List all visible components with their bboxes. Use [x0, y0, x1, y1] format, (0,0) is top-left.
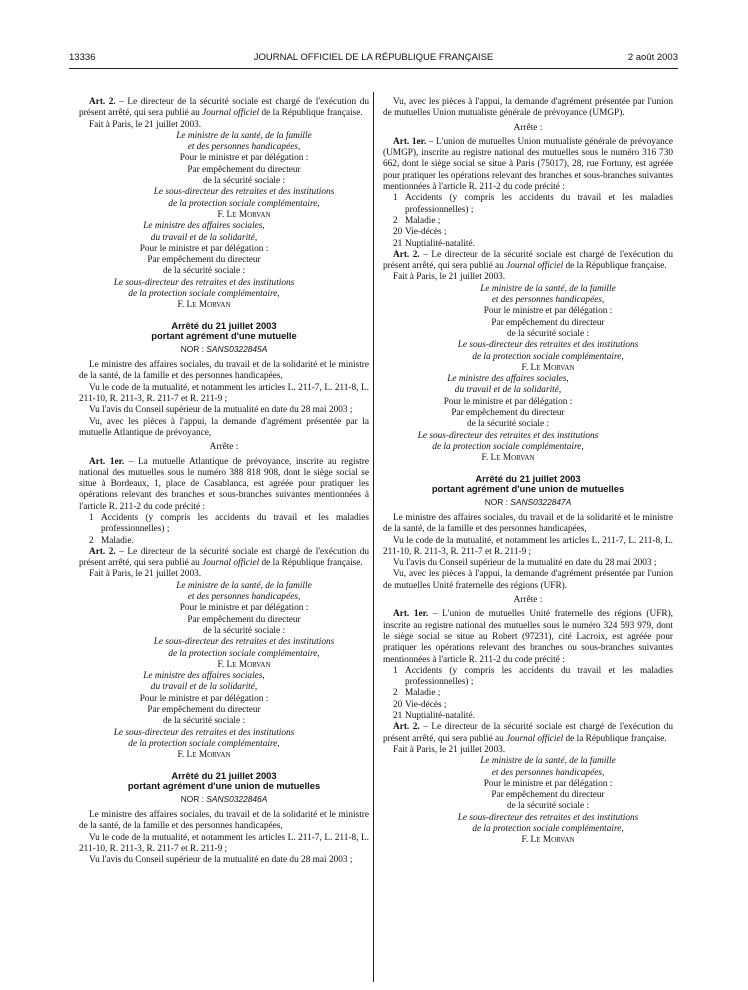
preamble: Le ministre des affaires sociales, du travail et de la solidarité et le ministre de la santé, de la famille et des personnes handicapées, [79, 360, 369, 382]
visa: Vu l'avis du Conseil supérieur de la mutualité en date du 28 mai 2003 ; [89, 405, 353, 416]
column-divider [373, 92, 374, 982]
arrete-label: Arrête : [209, 442, 239, 453]
list-item: 1 Accidents (y compris les accidents du travail et les maladies professionnelles) ; [393, 665, 673, 688]
signature-block: Le ministre de la santé, de la famille et des personnes handicapées, Pour le ministre et par délégation : Par empêchement du directeur de la sécurité sociale : Le sous-directeur des retraites et des institutions de la protection sociale complémentaire, F. Le Morvan [457, 283, 639, 373]
article-1: Art. 1er. – L'union de mutuelles Union mutualiste générale de prévoyance (UMGP), inscrite au registre national des mutuelles sous le numéro 316 730 662, dont le siège social se situe à Paris (75017), 28, rue Fortuny, est agréée pour pratiquer les opérations relevant des branches et sous-branches suivantes mentionnées à l'article R. 211-2 du code précité : [383, 136, 674, 193]
signature-block: Le ministre de la santé, de la famille et des personnes handicapées, Pour le ministre et par délégation : Par empêchement du directeur de la sécurité sociale : Le sous-directeur des retraites et des institutions de la protection sociale complémentaire, F. Le Morvan [153, 130, 335, 220]
article-1: Art. 1er. – L'union de mutuelles Unité fraternelle des régions (UFR), inscrite au registre national des mutuelles sous le numéro 324 593 979, dont le siège social se situe au Robert (97231), cité Lacroix, est agréée pour pratiquer les opérations relevant des branches ou sous-branches suivantes mentionnées à l'article R. 211-2 du code précité : [383, 609, 673, 665]
list-item: 2 Maladie ; [393, 688, 441, 699]
branch-list [383, 193, 673, 249]
list-item: 21 Nuptialité-natalité. [393, 238, 475, 249]
article-2: Art. 2. – Le directeur de la sécurité sociale est chargé de l'exécution du présent arrêté, qui sera publié au Journal officiel de la République française. [79, 546, 369, 569]
header-rule [69, 68, 678, 69]
visa: Vu le code de la mutualité, et notamment les articles L. 211-7, L. 211-8, L. 211-10, R. 211-3, R. 211-7 et R. 211-9 ; [79, 832, 369, 854]
list-item: 20 Vie-décès ; [393, 699, 447, 710]
branch-list [383, 666, 673, 722]
signature-block: Le ministre des affaires sociales, du travail et de la solidarité, Pour le ministre et par délégation : Par empêchement du directeur de la sécurité sociale : Le sous-directeur des retraites et des institutions de la protection sociale complémentaire, F. Le Morvan [113, 221, 295, 311]
preamble: Le ministre des affaires sociales, du travail et de la solidarité et le ministre de la santé, de la famille et des personnes handicapées, [383, 512, 673, 535]
visa: Vu l'avis du Conseil supérieur de la mutualité en date du 28 mai 2003 ; [393, 558, 657, 569]
signature-block: Le ministre des affaires sociales, du travail et de la solidarité, Pour le ministre et par délégation : Par empêchement du directeur de la sécurité sociale : Le sous-directeur des retraites et des institutions de la protection sociale complémentaire, F. Le Morvan [417, 374, 599, 464]
list-item: 21 Nuptialité-natalité. [393, 711, 475, 722]
arrete-label: Arrête : [513, 122, 543, 133]
visa: Vu, avec les pièces à l'appui, la demande d'agrément présentée par l'union de mutuelles Unité fraternelle des régions (UFR). [383, 569, 673, 591]
right-column [383, 97, 673, 847]
list-item: 1 Accidents (y compris les accidents du travail et les maladies professionnelles) ; [393, 193, 673, 215]
left-column [79, 97, 369, 866]
visa: Vu le code de la mutualité, et notamment les articles L. 211-7, L. 211-8, L. 211-10, R. 211-3, R. 211-7 et R. 211-9 ; [79, 382, 369, 405]
article-1: Art. 1er. – La mutuelle Atlantique de prévoyance, inscrite au registre national des mutuelles sous le numéro 388 818 908, dont le siège social se situe à Bordeaux, 1, place de Casablanca, est agréée pour pratiquer les opérations relevant des branches et sous-branches suivantes mentionnées à l'article R. 211-2 du code précité : [79, 456, 369, 512]
done-at: Fait à Paris, le 21 juillet 2003. [393, 744, 506, 755]
list-item: 2 Maladie. [89, 535, 134, 546]
issue-date: 2 août 2003 [627, 52, 678, 63]
visa: Vu, avec les pièces à l'appui, la demande d'agrément présentée par l'union de mutuelles Union mutualiste générale de prévoyance (UMGP). [383, 97, 673, 119]
done-at: Fait à Paris, le 21 juillet 2003. [393, 272, 506, 283]
article-2: Art. 2. – Le directeur de la sécurité sociale est chargé de l'exécution du présent arrêté, qui sera publié au Journal officiel de la République française. [79, 97, 369, 119]
journal-title: JOURNAL OFFICIEL DE LA RÉPUBLIQUE FRANÇAISE [253, 52, 494, 63]
list-item: 1 Accidents (y compris les accidents du travail et les maladies professionnelles) ; [89, 512, 369, 535]
list-item: 2 Maladie ; [393, 215, 441, 226]
page-header [69, 52, 678, 66]
signature-block: Le ministre des affaires sociales, du travail et de la solidarité, Pour le ministre et par délégation : Par empêchement du directeur de la sécurité sociale : Le sous-directeur des retraites et des institutions de la protection sociale complémentaire, F. Le Morvan [113, 671, 295, 761]
visa: Vu, avec les pièces à l'appui, la demande d'agrément présentée par la mutuelle Atlantique de prévoyance, [79, 416, 369, 438]
article-2: Art. 2. – Le directeur de la sécurité sociale est chargé de l'exécution du présent arrêté, qui sera publié au Journal officiel de la République française. [383, 722, 673, 744]
arrete-label: Arrête : [513, 595, 543, 606]
decree-title: Arrêté du 21 juillet 2003 portant agrément d'une union de mutuelles [127, 769, 321, 792]
done-at: Fait à Paris, le 21 juillet 2003. [89, 119, 202, 130]
decree-title: Arrêté du 21 juillet 2003 portant agrément d'une union de mutuelles [431, 472, 625, 495]
signature-block: Le ministre de la santé, de la famille et des personnes handicapées, Pour le ministre et par délégation : Par empêchement du directeur de la sécurité sociale : Le sous-directeur des retraites et des institutions de la protection sociale complémentaire, F. Le Morvan [457, 756, 639, 846]
nor-reference: NOR : SANS0322845A [180, 343, 268, 354]
list-item: 20 Vie-décès ; [393, 227, 447, 238]
preamble: Le ministre des affaires sociales, du travail et de la solidarité et le ministre de la santé, de la famille et des personnes handicapées, [79, 810, 369, 832]
nor-reference: NOR : SANS0322846A [180, 793, 268, 804]
decree-title: Arrêté du 21 juillet 2003 portant agrément d'une mutuelle [151, 319, 297, 342]
visa: Vu l'avis du Conseil supérieur de la mutualité en date du 28 mai 2003 ; [89, 855, 353, 866]
visa: Vu le code de la mutualité, et notamment les articles L. 211-7, L. 211-8, L. 211-10, R. 211-3, R. 211-7 et R. 211-9 ; [383, 535, 673, 557]
article-2: Art. 2. – Le directeur de la sécurité sociale est chargé de l'exécution du présent arrêté, qui sera publié au Journal officiel de la République française. [383, 249, 673, 272]
page-number: 13336 [69, 52, 96, 63]
done-at: Fait à Paris, le 21 juillet 2003. [89, 569, 202, 580]
nor-reference: NOR : SANS0322847A [484, 496, 572, 507]
signature-block: Le ministre de la santé, de la famille et des personnes handicapées, Pour le ministre et par délégation : Par empêchement du directeur de la sécurité sociale : Le sous-directeur des retraites et des institutions de la protection sociale complémentaire, F. Le Morvan [153, 580, 335, 670]
branch-list [79, 513, 369, 547]
